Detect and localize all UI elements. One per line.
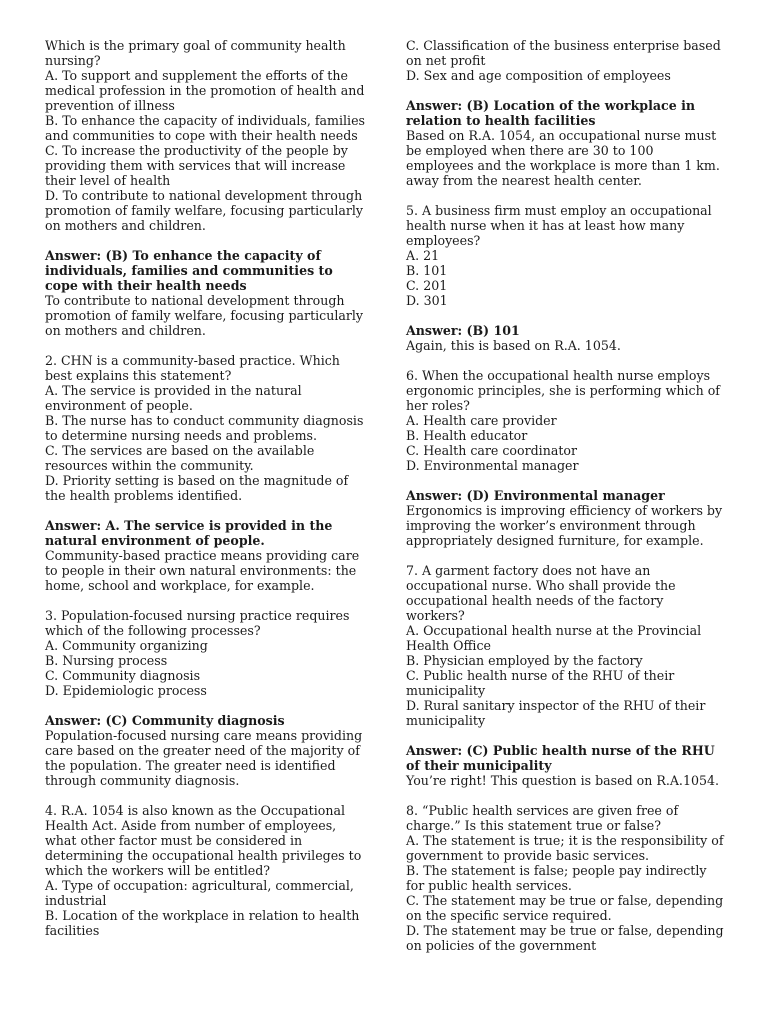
answer-explanation: You’re right! This question is based on R.A.1054. (406, 773, 719, 788)
answer-text: A. The service is provided in the natural environment of people. (45, 518, 333, 548)
question-line: B. Physician employed by the factory (406, 653, 643, 668)
question-text: C. Classification of the business enterprise based on net profit (406, 38, 721, 68)
answer-explanation: Based on R.A. 1054, an occupational nurse must be employed when there are 30 to 100 employees and the workplace is more than 1 km. away from the nearest health center. (406, 128, 720, 188)
question-text: 2. CHN is a community-based practice. Which best explains this statement? (45, 353, 340, 383)
question-block (45, 803, 367, 938)
answer-text: (D) Environmental manager (466, 488, 665, 503)
answer-label: Answer: (406, 323, 467, 338)
answer-label: Answer: (45, 518, 106, 533)
answer-text: (C) Community diagnosis (105, 713, 285, 728)
right-column (406, 38, 724, 968)
answer-line (406, 743, 724, 773)
question-block (406, 38, 724, 83)
answer-explanation: Community-based practice means providing care to people in their own natural environments: the home, school and workplace, for example. (45, 548, 360, 593)
answer-explanation: Population-focused nursing care means providing care based on the greater need of the majority of the population. The greater need is identified through community diagnosis. (45, 728, 363, 788)
question-text: Which is the primary goal of community health nursing? (45, 38, 346, 68)
answer-block (45, 518, 367, 593)
question-line: D. The statement may be true or false, depending on policies of the government (406, 923, 724, 953)
question-line: D. Priority setting is based on the magnitude of the health problems identified. (45, 473, 349, 503)
answer-text: (B) To enhance the capacity of individuals, families and communities to cope with their health needs (45, 248, 333, 293)
question-line: A. The service is provided in the natural environment of people. (45, 383, 302, 413)
answer-line (406, 488, 724, 503)
question-line: D. Rural sanitary inspector of the RHU of their municipality (406, 698, 706, 728)
question-line: B. Nursing process (45, 653, 168, 668)
question-line: C. The statement may be true or false, depending on the specific service required. (406, 893, 724, 923)
question-line: A. 21 (406, 248, 440, 263)
question-line: A. To support and supplement the efforts of the medical profession in the promotion of health and prevention of illness (45, 68, 365, 113)
answer-line (45, 713, 367, 728)
answer-line (45, 248, 367, 293)
question-block (45, 608, 367, 698)
answer-line (45, 518, 367, 548)
question-block (45, 38, 367, 233)
answer-line (406, 323, 724, 338)
question-line: B. To enhance the capacity of individuals, families and communities to cope with their health needs (45, 113, 365, 143)
question-block (406, 368, 724, 473)
answer-block (406, 743, 724, 788)
answer-line (406, 98, 724, 128)
question-line: A. Type of occupation: agricultural, commercial, industrial (45, 878, 354, 908)
question-text: 3. Population-focused nursing practice requires which of the following processes? (45, 608, 350, 638)
answer-explanation: Ergonomics is improving efficiency of workers by improving the worker’s environment through appropriately designed furniture, for example. (406, 503, 723, 548)
question-line: C. To increase the productivity of the people by providing them with services that will increase their level of health (45, 143, 348, 188)
answer-explanation: To contribute to national development through promotion of family welfare, focusing particularly on mothers and children. (45, 293, 364, 338)
question-text: 6. When the occupational health nurse employs ergonomic principles, she is performing which of her roles? (406, 368, 720, 413)
question-line: C. 201 (406, 278, 448, 293)
question-line: B. Health educator (406, 428, 528, 443)
answer-block (406, 98, 724, 188)
question-text: 5. A business firm must employ an occupational health nurse when it has at least how many employees? (406, 203, 712, 248)
question-line: D. Sex and age composition of employees (406, 68, 671, 83)
question-text: 8. “Public health services are given free of charge.” Is this statement true or false? (406, 803, 679, 833)
question-line: C. The services are based on the available resources within the community. (45, 443, 315, 473)
answer-block (45, 713, 367, 788)
question-line: D. Epidemiologic process (45, 683, 207, 698)
answer-label: Answer: (406, 488, 467, 503)
question-block (45, 353, 367, 503)
answer-text: (B) 101 (466, 323, 520, 338)
left-column (45, 38, 367, 953)
question-line: B. The statement is false; people pay indirectly for public health services. (406, 863, 707, 893)
question-line: D. 301 (406, 293, 448, 308)
question-line: C. Health care coordinator (406, 443, 577, 458)
question-block (406, 203, 724, 308)
question-line: A. Occupational health nurse at the Provincial Health Office (406, 623, 702, 653)
question-block (406, 803, 724, 953)
answer-text: (C) Public health nurse of the RHU of their municipality (406, 743, 715, 773)
question-text: 7. A garment factory does not have an occupational nurse. Who shall provide the occupational health needs of the factory workers? (406, 563, 676, 623)
answer-label: Answer: (45, 713, 106, 728)
question-line: A. The statement is true; it is the responsibility of government to provide basic services. (406, 833, 724, 863)
answer-block (406, 323, 724, 353)
answer-text: (B) Location of the workplace in relation to health facilities (406, 98, 696, 128)
question-line: B. 101 (406, 263, 448, 278)
question-line: A. Health care provider (406, 413, 557, 428)
answer-label: Answer: (406, 98, 467, 113)
question-line: B. Location of the workplace in relation to health facilities (45, 908, 360, 938)
question-line: D. Environmental manager (406, 458, 579, 473)
question-text: 4. R.A. 1054 is also known as the Occupational Health Act. Aside from number of employees, what other factor must be considered in determining the occupational health privileges to which the workers will be entitled? (45, 803, 362, 878)
question-line: D. To contribute to national development through promotion of family welfare, focusing particularly on mothers and children. (45, 188, 364, 233)
answer-explanation: Again, this is based on R.A. 1054. (406, 338, 621, 353)
answer-label: Answer: (45, 248, 106, 263)
question-line: A. Community organizing (45, 638, 208, 653)
question-line: C. Public health nurse of the RHU of their municipality (406, 668, 675, 698)
question-block (406, 563, 724, 728)
question-line: C. Community diagnosis (45, 668, 201, 683)
answer-block (45, 248, 367, 338)
question-line: B. The nurse has to conduct community diagnosis to determine nursing needs and problems. (45, 413, 364, 443)
answer-label: Answer: (406, 743, 467, 758)
answer-block (406, 488, 724, 548)
